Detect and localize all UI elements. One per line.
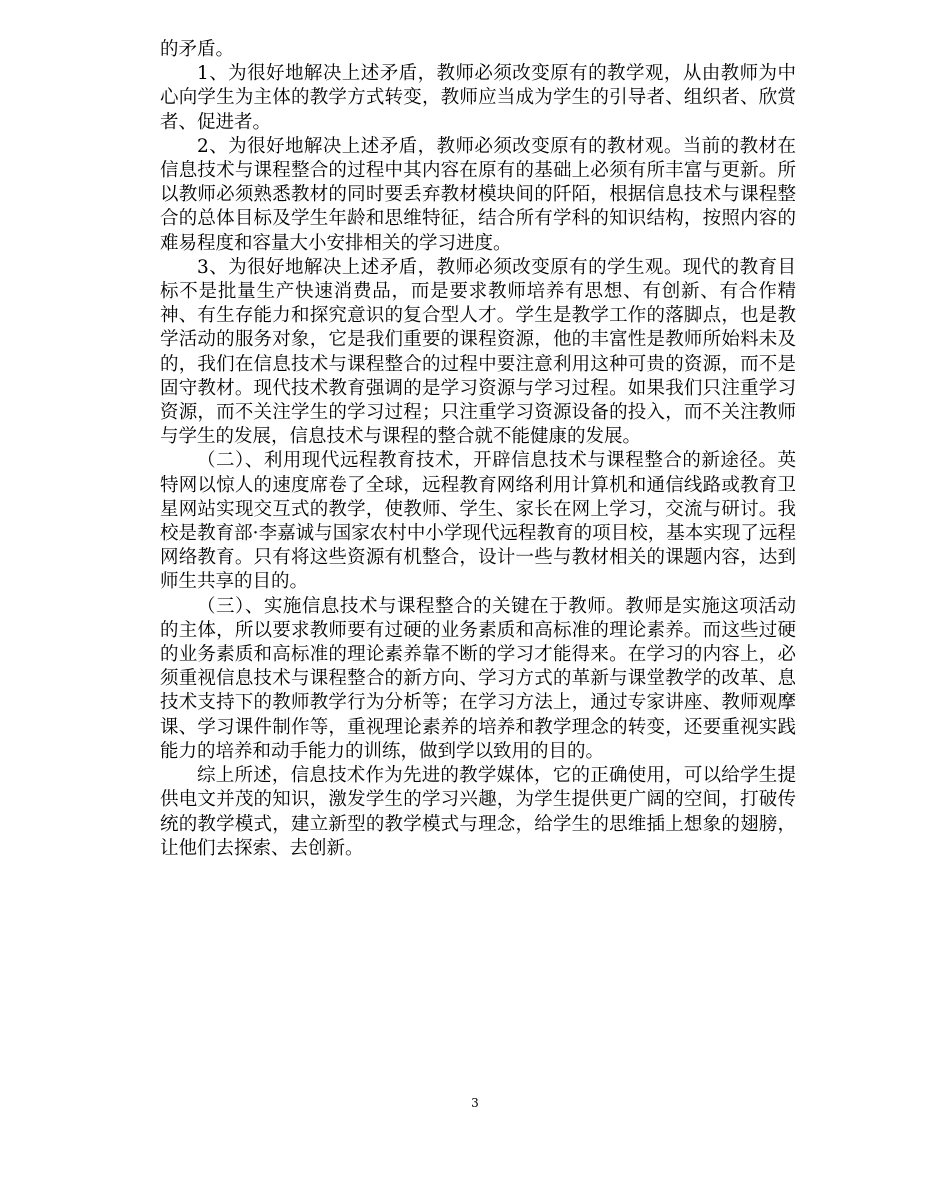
paragraph-teaching-view: 1、为很好地解决上述矛盾，教师必须改变原有的教学观，从由教师为中心向学生为主体的教学方式转变，教师应当成为学生的引导者、组织者、欣赏者、促进者。 [160, 63, 796, 133]
paragraph-continuation: 的矛盾。 [160, 39, 235, 60]
page-number: 3 [471, 1096, 479, 1110]
paragraph-textbook-view: 2、为很好地解决上述矛盾，教师必须改变原有的教材观。当前的教材在信息技术与课程整合的过程中其内容在原有的基础上必须有所丰富与更新。所以教师必须熟悉教材的同时要丢弃教材模块间的阡陌，根据信息技术与课程整合的总体目标及学生年龄和思维特征，结合所有学科的知识结构，按照内容的难易程度和容量大小安排相关的学习进度。 [160, 135, 796, 254]
paragraph-student-view: 3、为很好地解决上述矛盾，教师必须改变原有的学生观。现代的教育目标不是批量生产快速消费品，而是要求教师培养有思想、有创新、有合作精神、有生存能力和探究意识的复合型人才。学生是教学工作的落脚点，也是教学活动的服务对象，它是我们重要的课程资源，他的丰富性是教师所始料未及的，我们在信息技术与课程整合的过程中要注意利用这种可贵的资源，而不是固守教材。现代技术教育强调的是学习资源与学习过程。如果我们只注重学习资源，而不关注学生的学习过程；只注重学习资源设备的投入，而不关注教师与学生的发展，信息技术与课程的整合就不能健康的发展。 [160, 256, 796, 448]
paragraph-remote-education: （二）、利用现代远程教育技术，开辟信息技术与课程整合的新途径。英特网以惊人的速度席卷了全球，远程教育网络利用计算机和通信线路或教育卫星网站实现交互式的教学，使教师、学生、家长在网上学习，交流与研讨。我校是教育部·李嘉诚与国家农村中小学现代远程教育的项目校，基本实现了远程网络教育。只有将这些资源有机整合，设计一些与教材相关的课题内容，达到师生共享的目的。 [160, 450, 796, 593]
paragraph-teacher-key: （三）、实施信息技术与课程整合的关键在于教师。教师是实施这项活动的主体，所以要求教师要有过硬的业务素质和高标准的理论素养。而这些过硬的业务素质和高标准的理论素养靠不断的学习才能得来。在学习的内容上，必须重视信息技术与课程整合的新方向、学习方式的革新与课堂教学的改革、息技术支持下的教师教学行为分析等；在学习方法上，通过专家讲座、教师观摩课、学习课件制作等，重视理论素养的培养和教学理念的转变，还要重视实践能力的培养和动手能力的训练，做到学以致用的目的。 [160, 595, 796, 762]
paragraph-conclusion: 综上所述，信息技术作为先进的教学媒体，它的正确使用，可以给学生提供电文并茂的知识，激发学生的学习兴趣，为学生提供更广阔的空间，打破传统的教学模式，建立新型的教学模式与理念，给学生的思维插上想象的翅膀，让他们去探索、去创新。 [160, 765, 796, 859]
body-text [160, 38, 796, 861]
